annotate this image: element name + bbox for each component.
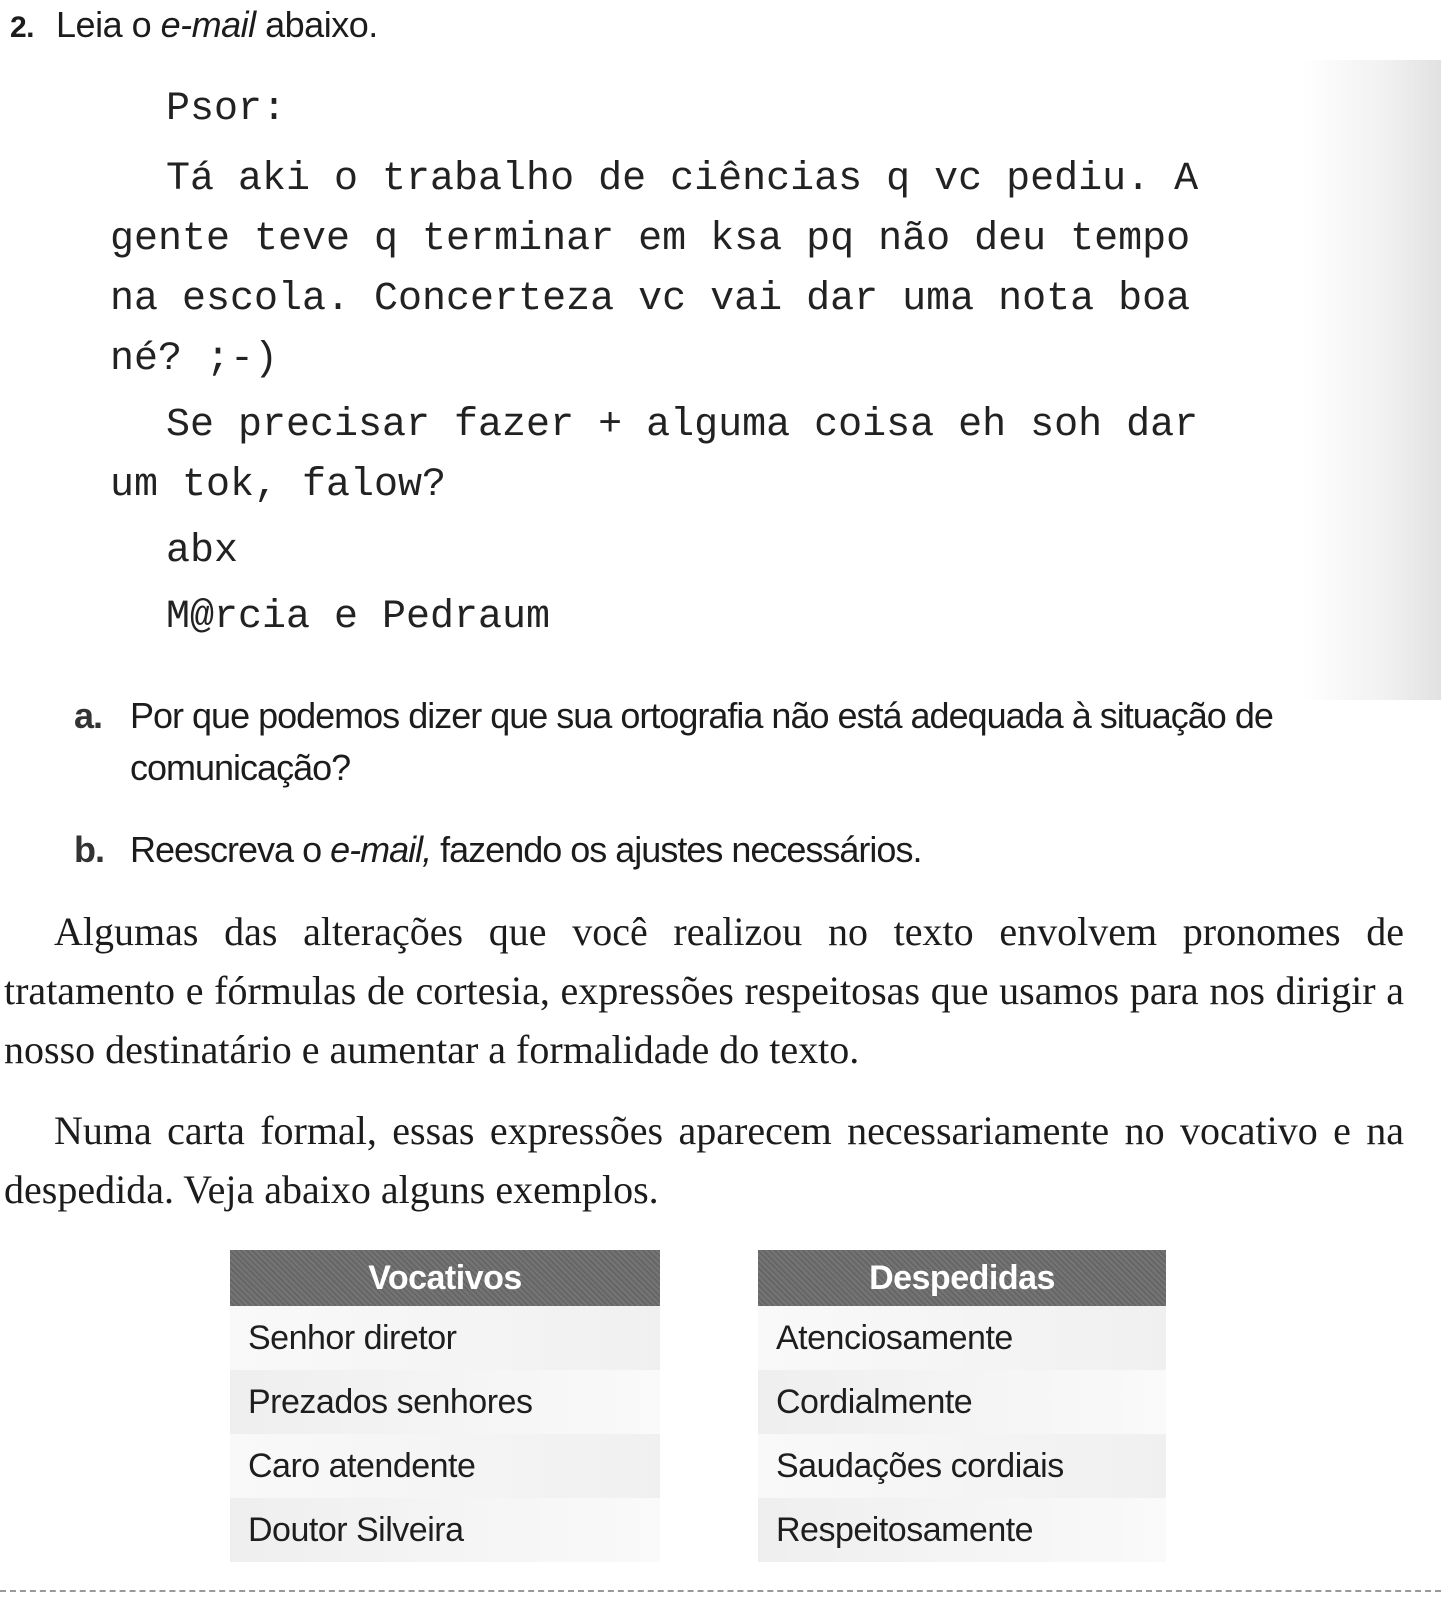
item-a [74, 690, 1414, 794]
item-b [74, 824, 1414, 876]
despedidas-row: Cordialmente [758, 1370, 1166, 1434]
despedidas-row: Saudações cordiais [758, 1434, 1166, 1498]
item-b-suffix: fazendo os ajustes necessários. [431, 829, 922, 870]
vocativos-row: Doutor Silveira [230, 1498, 660, 1562]
email-p1-line4: né? ;-) [110, 337, 279, 382]
email-greeting: Psor: [166, 87, 287, 132]
item-a-text: Por que podemos dizer que sua ortografia não está adequada à situação de comunicação? [130, 695, 1273, 788]
question-number: 2. [10, 11, 35, 44]
question-prefix: Leia o [56, 4, 161, 45]
email-p2-line1: Se precisar fazer + alguma coisa eh soh dar [166, 403, 1199, 448]
question-heading [10, 4, 378, 46]
page-scan-shadow [1301, 60, 1441, 700]
email-p1-line1: Tá aki o trabalho de ciências q vc pediu. A [166, 157, 1199, 202]
vocativos-table [230, 1250, 660, 1562]
question-items [74, 690, 1414, 876]
vocativos-row: Caro atendente [230, 1434, 660, 1498]
item-b-italic: e-mail, [330, 829, 432, 870]
item-a-label: a. [74, 695, 103, 736]
vocativos-header: Vocativos [230, 1250, 660, 1306]
despedidas-row: Atenciosamente [758, 1306, 1166, 1370]
despedidas-row: Respeitosamente [758, 1498, 1166, 1562]
email-p1-line2: gente teve q terminar em ksa pq não deu tempo [110, 217, 1191, 262]
email-p2-line2: um tok, falow? [110, 463, 447, 508]
email-text [110, 80, 1310, 648]
vocativos-row: Prezados senhores [230, 1370, 660, 1434]
despedidas-header: Despedidas [758, 1250, 1166, 1306]
email-p1-line3: na escola. Concerteza vc vai dar uma nota boa [110, 277, 1191, 322]
body-text [4, 902, 1404, 1241]
page-bottom-rule [0, 1590, 1441, 1592]
body-paragraph-1: Algumas das alterações que você realizou no texto envolvem pronomes de tratamento e fórmulas de cortesia, expressões respeitosas que usamos para nos dirigir a nosso destinatário e aumentar a formalidade do texto. [4, 909, 1404, 1072]
email-closing: abx [166, 529, 239, 574]
vocativos-row: Senhor diretor [230, 1306, 660, 1370]
item-b-text [130, 824, 1414, 876]
item-b-label: b. [74, 829, 104, 870]
body-paragraph-2: Numa carta formal, essas expressões aparecem necessariamente no vocativo e na despedida. Veja abaixo alguns exemplos. [4, 1108, 1404, 1212]
question-italic: e-mail [160, 4, 256, 45]
email-signature: M@rcia e Pedraum [166, 595, 551, 640]
despedidas-table [758, 1250, 1166, 1562]
question-suffix: abaixo. [255, 4, 378, 45]
item-b-prefix: Reescreva o [130, 829, 331, 870]
